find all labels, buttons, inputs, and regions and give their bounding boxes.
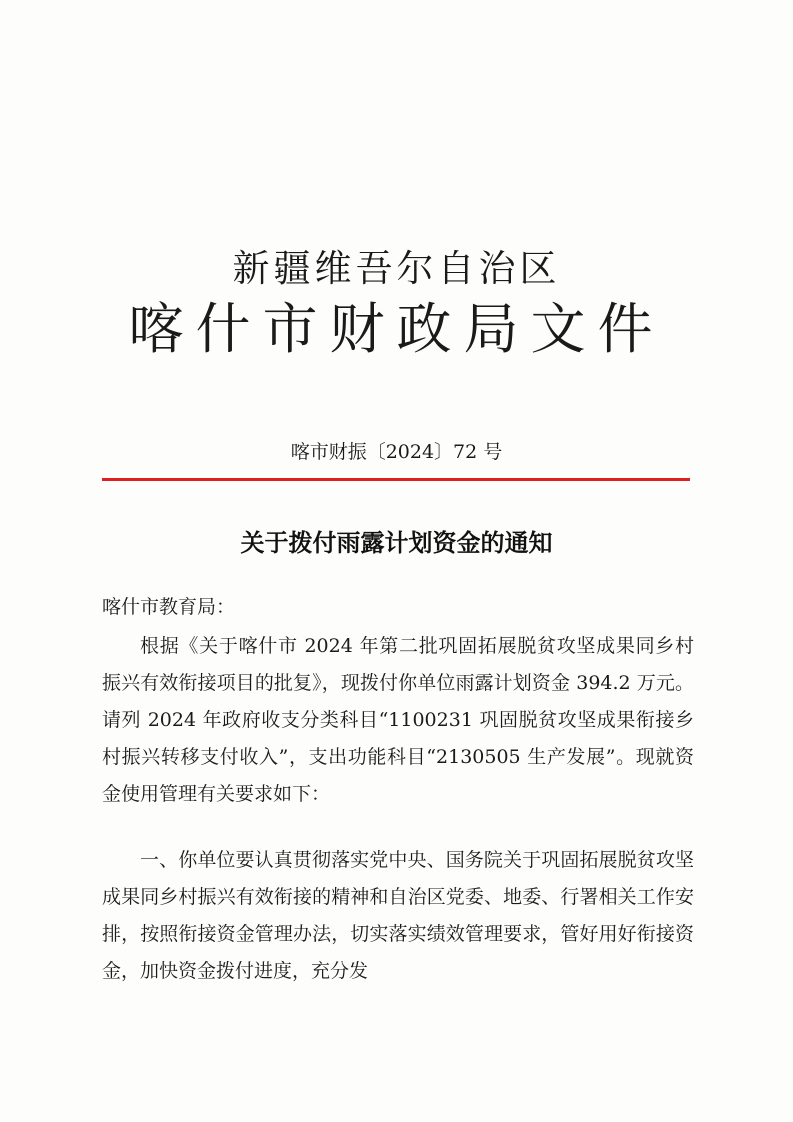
- body-paragraph-2: 一、你单位要认真贯彻落实党中央、国务院关于巩固拓展脱贫攻坚成果同乡村振兴有效衔接的精神和自治区党委、地委、行署相关工作安排，按照衔接资金管理办法，切实落实绩效管理要求，管好用好衔接资金，加快资金拨付进度，充分发: [102, 849, 694, 982]
- recipient: 喀什市教育局：: [102, 596, 236, 618]
- body-paragraph-1: 根据《关于喀什市 2024 年第二批巩固拓展脱贫攻坚成果同乡村振兴有效衔接项目的批复》，现拨付你单位雨露计划资金 394.2 万元。请列 2024 年政府收支分类科目“1100231 巩固脱贫攻坚成果衔接乡村振兴转移支付收入”，支出功能科目“2130505 生产发展”。现就资金使用管理有关要求如下：: [102, 635, 694, 805]
- notice-title: 关于拨付雨露计划资金的通知: [240, 528, 553, 557]
- red-divider-line: [102, 478, 690, 481]
- document-number: 喀市财振〔2024〕72 号: [290, 441, 503, 463]
- issuer-region: 新疆维吾尔自治区: [232, 247, 561, 290]
- issuer-agency-title: 喀什市财政局文件: [128, 297, 665, 361]
